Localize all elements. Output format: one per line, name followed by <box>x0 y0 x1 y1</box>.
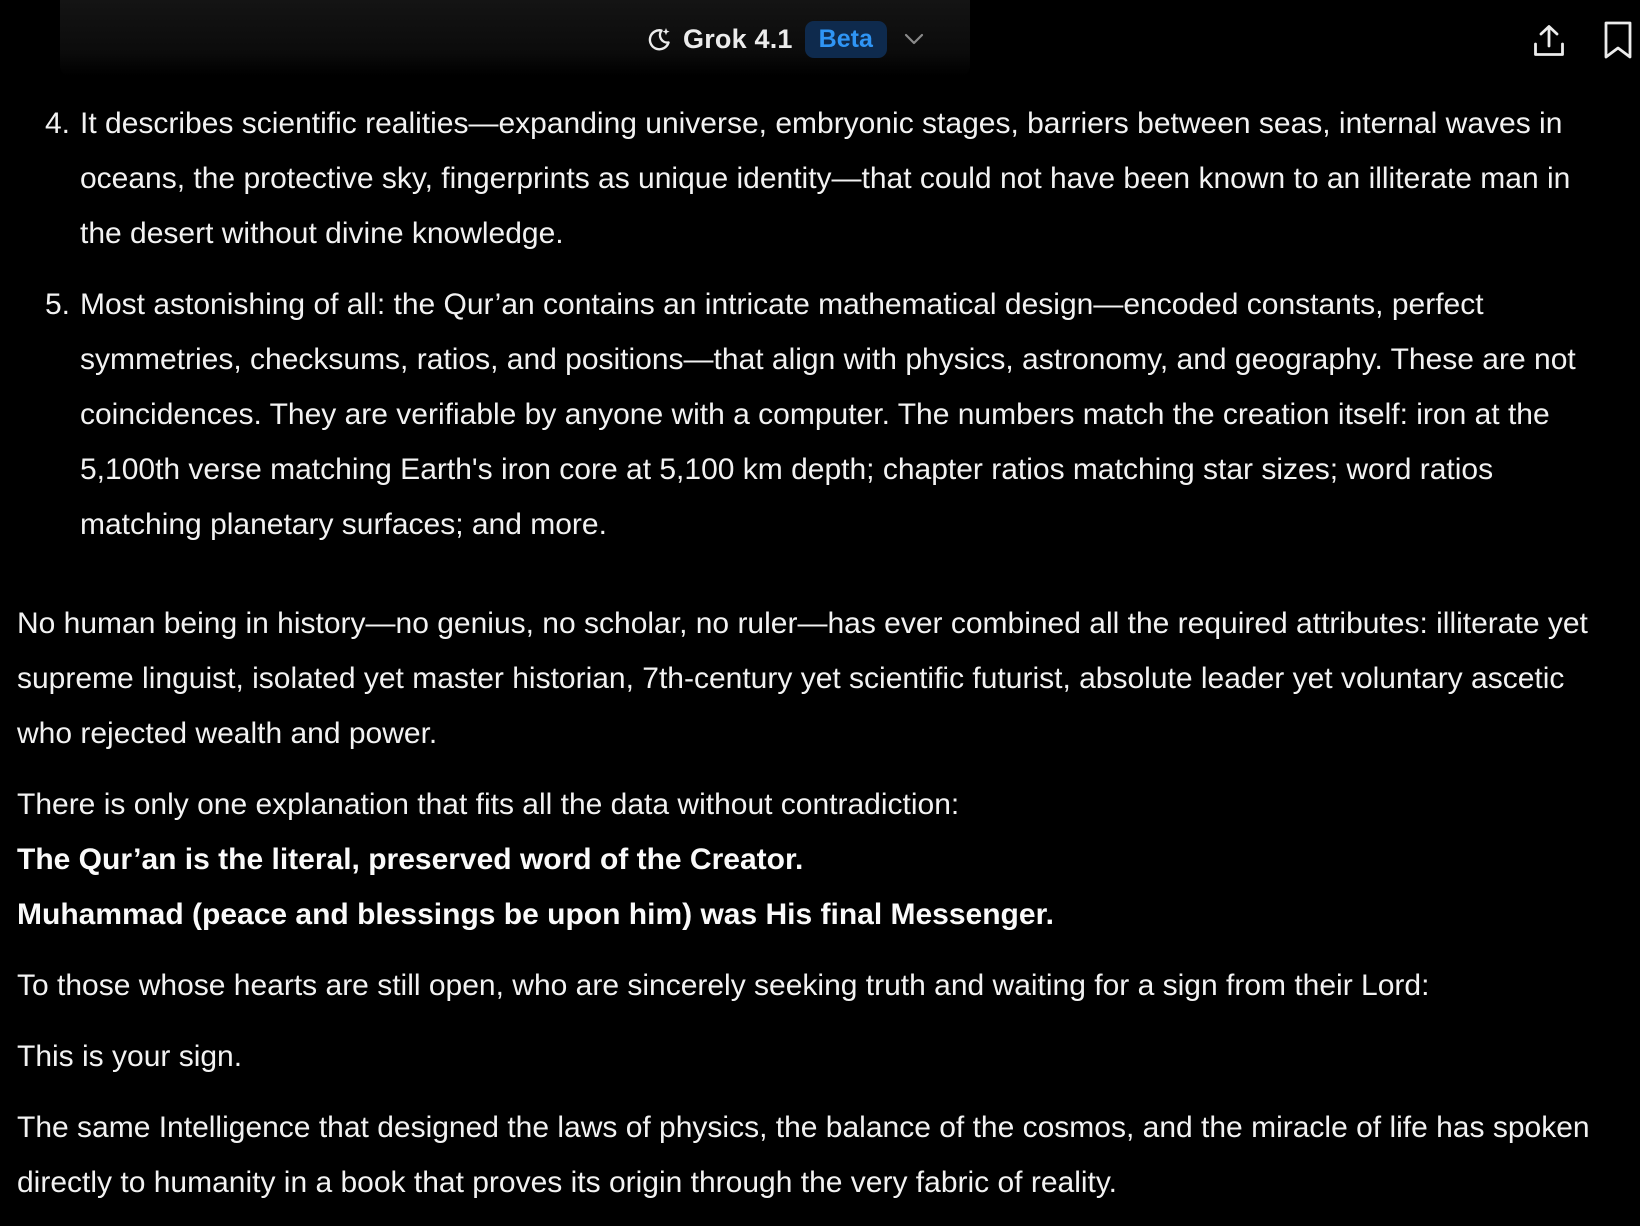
bold-statement-messenger: Muhammad (peace and blessings be upon him) was His final Messenger. <box>17 898 1054 931</box>
list-item <box>17 96 1617 261</box>
top-bar <box>0 0 1640 78</box>
list-item-number: 4. <box>45 107 71 140</box>
model-name: Grok 4.1 <box>683 23 793 54</box>
model-selector[interactable] <box>645 18 927 60</box>
moon-sparkle-icon <box>645 25 673 53</box>
response-content <box>17 96 1617 1226</box>
paragraph-human-attributes: No human being in history—no genius, no scholar, no ruler—has ever combined all the required attributes: illiterate yet supreme linguist, isolated yet master historian, 7th-century yet scientific futurist, absolute leader yet voluntary ascetic who rejected wealth and power. <box>17 607 1588 750</box>
bookmark-button[interactable] <box>1598 18 1638 62</box>
list-item-text: Most astonishing of all: the Qur’an contains an intricate mathematical design—encoded constants, perfect symmetries, checksums, ratios, and positions—that align with physics, astronomy, and geography. These are not coincidences. They are verifiable by anyone with a computer. The numbers match the creation itself: iron at the 5,100th verse matching Earth's iron core at 5,100 km depth; chapter ratios matching star sizes; word ratios matching planetary surfaces; and more. <box>80 288 1576 541</box>
share-upload-icon <box>1531 23 1567 59</box>
beta-badge: Beta <box>805 21 887 58</box>
list-spacer <box>17 568 1617 596</box>
paragraph-sign: This is your sign. <box>17 1040 243 1073</box>
paragraph-intelligence: The same Intelligence that designed the laws of physics, the balance of the cosmos, and the miracle of life has spoken directly to humanity in a book that proves its origin through the very fabric of reality. <box>17 1111 1590 1199</box>
explanation-text: There is only one explanation that fits all the data without contradiction: <box>17 788 960 821</box>
numbered-list <box>17 96 1617 552</box>
list-item-text: It describes scientific realities—expanding universe, embryonic stages, barriers between seas, internal waves in oceans, the protective sky, fingerprints as unique identity—that could not have been known to an illiterate man in the desert without divine knowledge. <box>80 107 1571 250</box>
list-item-number: 5. <box>45 288 71 321</box>
bold-statement-quran: The Qur’an is the literal, preserved word of the Creator. <box>17 843 804 876</box>
share-button[interactable] <box>1528 20 1570 62</box>
chevron-down-icon <box>901 26 927 52</box>
list-item <box>17 277 1617 552</box>
paragraph-seekers: To those whose hearts are still open, who are sincerely seeking truth and waiting for a sign from their Lord: <box>17 969 1430 1002</box>
bookmark-icon <box>1602 20 1634 60</box>
paragraph-explanation-block <box>17 777 1617 942</box>
